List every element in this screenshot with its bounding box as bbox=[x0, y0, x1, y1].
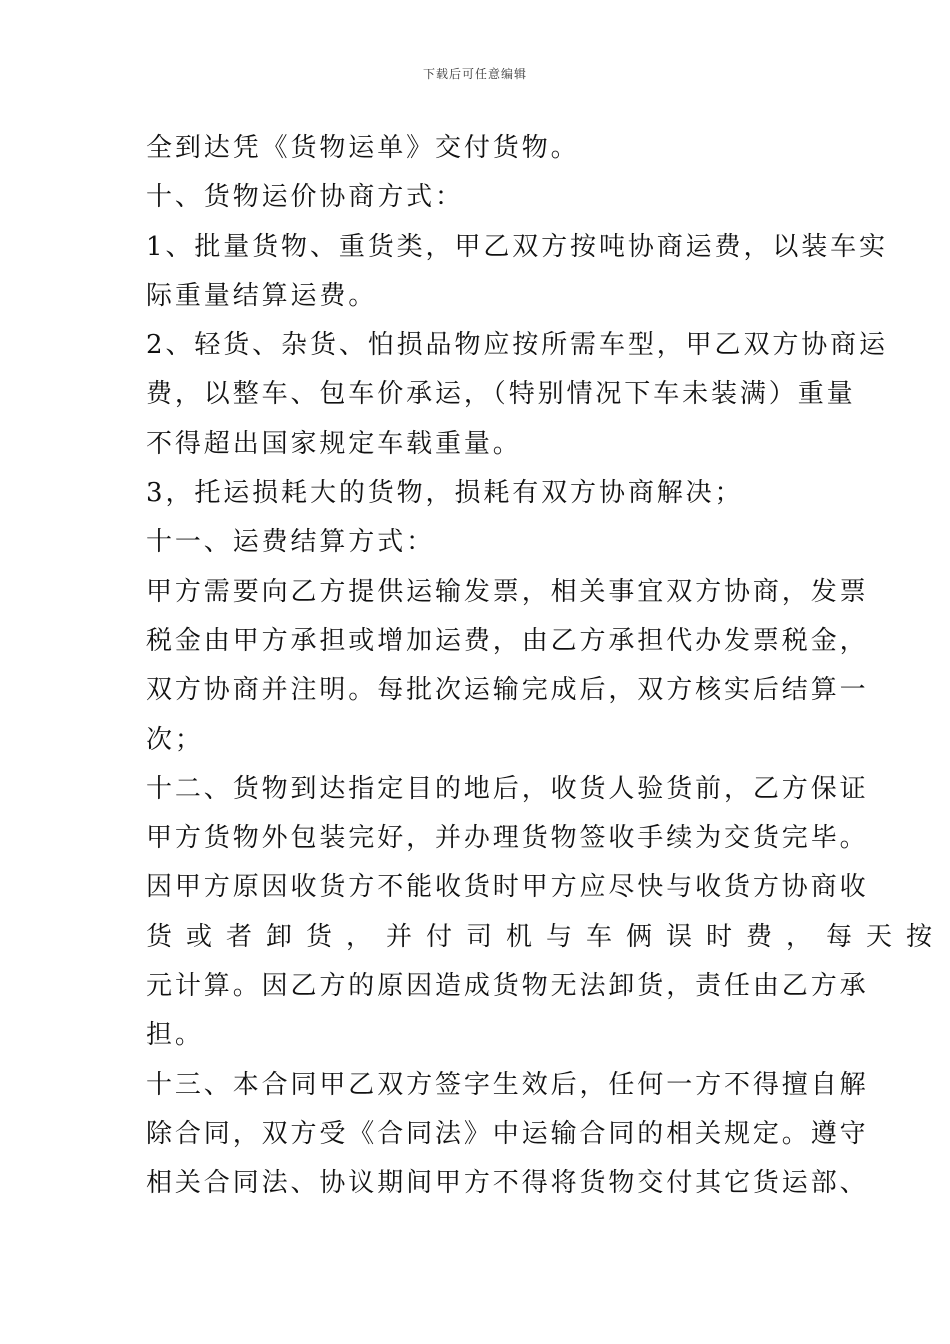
body-line: 税金由甲方承担或增加运费，由乙方承担代办发票税金， bbox=[146, 625, 869, 656]
body-line: 全到达凭《货物运单》交付货物。 bbox=[146, 133, 580, 163]
page-header: 下载后可任意编辑 bbox=[422, 67, 527, 81]
body-line: 除合同，双方受《合同法》中运输合同的相关规定。遵守 bbox=[146, 1118, 869, 1149]
body-line: 双方协商并注明。每批次运输完成后，双方核实后结算一 bbox=[146, 675, 869, 706]
section-heading: 十一、运费结算方式： bbox=[146, 527, 436, 558]
body-line: 际重量结算运费。 bbox=[146, 280, 378, 311]
body-line: 3，托运损耗大的货物，损耗有双方协商解决； bbox=[146, 478, 744, 509]
body-line: 次； bbox=[146, 724, 204, 755]
section-heading: 十三、本合同甲乙双方签字生效后，任何一方不得擅自解 bbox=[146, 1069, 869, 1100]
body-line: 担。 bbox=[146, 1020, 204, 1051]
body-line: 甲方需要向乙方提供运输发票，相关事宜双方协商，发票 bbox=[146, 576, 869, 607]
body-line: 不得超出国家规定车载重量。 bbox=[146, 428, 522, 459]
body-line: 元计算。因乙方的原因造成货物无法卸货，责任由乙方承 bbox=[146, 971, 869, 1002]
body-line: 甲方货物外包装完好，并办理货物签收手续为交货完毕。 bbox=[146, 823, 869, 854]
section-heading: 十、货物运价协商方式： bbox=[146, 182, 464, 213]
body-line: 1、批量货物、重货类，甲乙双方按吨协商运费，以装车实 bbox=[146, 231, 888, 262]
body-line: 因甲方原因收货方不能收货时甲方应尽快与收货方协商收 bbox=[146, 872, 869, 903]
section-heading: 十二、货物到达指定目的地后，收货人验货前，乙方保证 bbox=[146, 773, 869, 804]
body-line: 货或者卸货，并付司机与车俩误时费，每天按 bbox=[146, 921, 947, 952]
body-line: 2、轻货、杂货、怕损品物应按所需车型，甲乙双方协商运 bbox=[146, 330, 888, 361]
body-line: 费，以整车、包车价承运，（特别情况下车未装满）重量 bbox=[146, 379, 856, 410]
document-body bbox=[146, 124, 947, 1209]
body-line: 相关合同法、协议期间甲方不得将货物交付其它货运部、 bbox=[146, 1168, 869, 1199]
